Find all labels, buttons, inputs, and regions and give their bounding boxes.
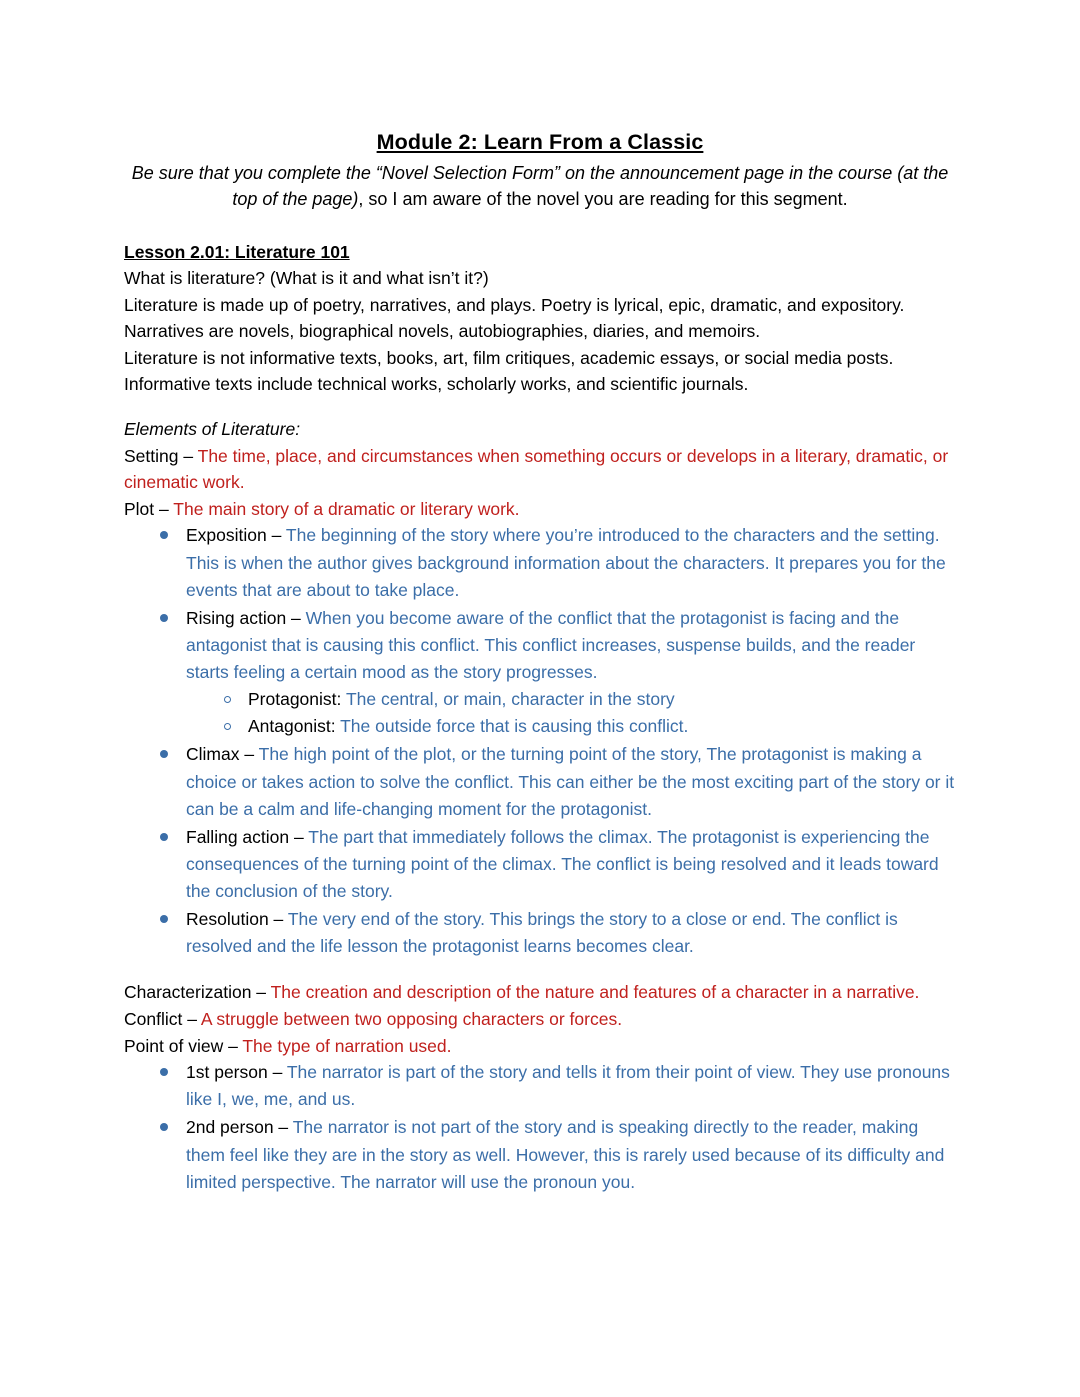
term-conflict-label: Conflict – [124,1009,201,1030]
elements-heading: Elements of Literature: [124,419,301,440]
literature-answer-red: Literature is made up of poetry, narratives, and plays. Poetry is lyrical, epic, dramatic, and expository. Narratives are novels, biographical novels, autobiographies, diaries, and memoirs. [124,294,905,342]
term-setting [124,443,956,496]
plot-bullet-list [124,522,956,960]
term-point-of-view-definition: The type of narration used. [242,1035,452,1056]
sub-bullet-definition: The central, or main, character in the story [345,689,675,710]
bullet-dot-icon [160,915,168,923]
point-of-view-bullet-list [124,1059,956,1196]
bullet-label: 2nd person – [186,1117,293,1138]
term-setting-definition: The time, place, and circumstances when something occurs or develops in a literary, dramatic, or cinematic work. [124,445,949,493]
term-plot-label: Plot – [124,498,174,519]
list-item [186,713,956,740]
bullet-definition: The part that immediately follows the climax. The protagonist is experiencing the consequences of the turning point of the climax. The conflict is being resolved and it leads toward the conclusion of the story. [186,826,939,902]
bullet-definition: The high point of the plot, or the turning point of the story, The protagonist is making a choice or takes action to solve the conflict. This can either be the most exciting part of the story or it can be a calm and life-changing moment for the protagonist. [186,744,955,819]
sub-bullet-definition: The outside force that is causing this conflict. [340,716,689,737]
sub-bullet-circle-icon [224,696,231,703]
literature-question: What is literature? (What is it and what isn’t it?) [124,268,489,289]
term-conflict [124,1006,956,1033]
bullet-label: 1st person – [186,1062,287,1083]
lesson-heading: Lesson 2.01: Literature 101 [124,242,350,263]
list-item [186,686,956,713]
bullet-dot-icon [160,1068,168,1076]
bullet-dot-icon [160,614,168,622]
term-plot-definition: The main story of a dramatic or literary work. [173,498,520,519]
bullet-dot-icon [160,750,168,758]
term-setting-label: Setting – [124,445,198,466]
bullet-label: Resolution – [186,909,288,930]
sub-bullet-label: Protagonist: [248,689,346,710]
term-conflict-definition: A struggle between two opposing characters or forces. [200,1009,623,1030]
bullet-label: Falling action – [186,826,309,847]
list-item [124,741,956,822]
term-point-of-view-label: Point of view – [124,1035,243,1056]
bullet-label: Exposition – [186,525,286,546]
literature-answer-blue: Literature is not informative texts, books, art, film critiques, academic essays, or social media posts. Informative texts include technical works, scholarly works, and scientific journals. [124,347,894,395]
term-characterization-definition: The creation and description of the nature and features of a character in a narrative. [270,982,920,1003]
term-plot [124,496,956,523]
sub-bullet-label: Antagonist: [248,716,341,737]
term-characterization [124,979,956,1006]
bullet-label: Climax – [186,744,259,765]
bullet-definition: The beginning of the story where you’re introduced to the characters and the setting. This is when the author gives background information about the characters. It prepares you for the events that are about to take place. [186,525,946,600]
bullet-dot-icon [160,833,168,841]
list-item [124,824,956,905]
bullet-dot-icon [160,1123,168,1131]
bullet-definition: The narrator is not part of the story and is speaking directly to the reader, making them feel like they are in the story as well. However, this is rarely used because of its difficulty and limited perspective. The narrator will use the pronoun you. [186,1117,945,1192]
bullet-definition: The narrator is part of the story and tells it from their point of view. They use pronouns like I, we, me, and us. [186,1062,950,1110]
list-item [124,1059,956,1113]
sub-bullet-circle-icon [224,723,231,730]
term-point-of-view [124,1033,956,1060]
document-body [124,130,956,1197]
subtitle-italic-part: Be sure that you complete the “Novel Selection Form” on the announcement page in the course (at the top of the page) [131,163,949,209]
list-item [124,1114,956,1195]
subtitle-plain-part: , so I am aware of the novel you are reading for this segment. [358,188,848,209]
list-item [124,605,956,741]
bullet-dot-icon [160,531,168,539]
bullet-definition: The very end of the story. This brings the story to a close or end. The conflict is resolved and the life lesson the protagonist learns becomes clear. [186,909,898,957]
bullet-definition: When you become aware of the conflict that the protagonist is facing and the antagonist that is causing this conflict. This conflict increases, suspense builds, and the reader starts feeling a certain mood as the story progresses. [186,607,916,683]
list-item [124,522,956,603]
rising-action-sublist [186,686,956,740]
page-title: Module 2: Learn From a Classic [376,130,704,154]
bullet-label: Rising action – [186,607,306,628]
list-item [124,906,956,960]
module-subtitle [124,161,956,212]
term-characterization-label: Characterization – [124,982,271,1003]
